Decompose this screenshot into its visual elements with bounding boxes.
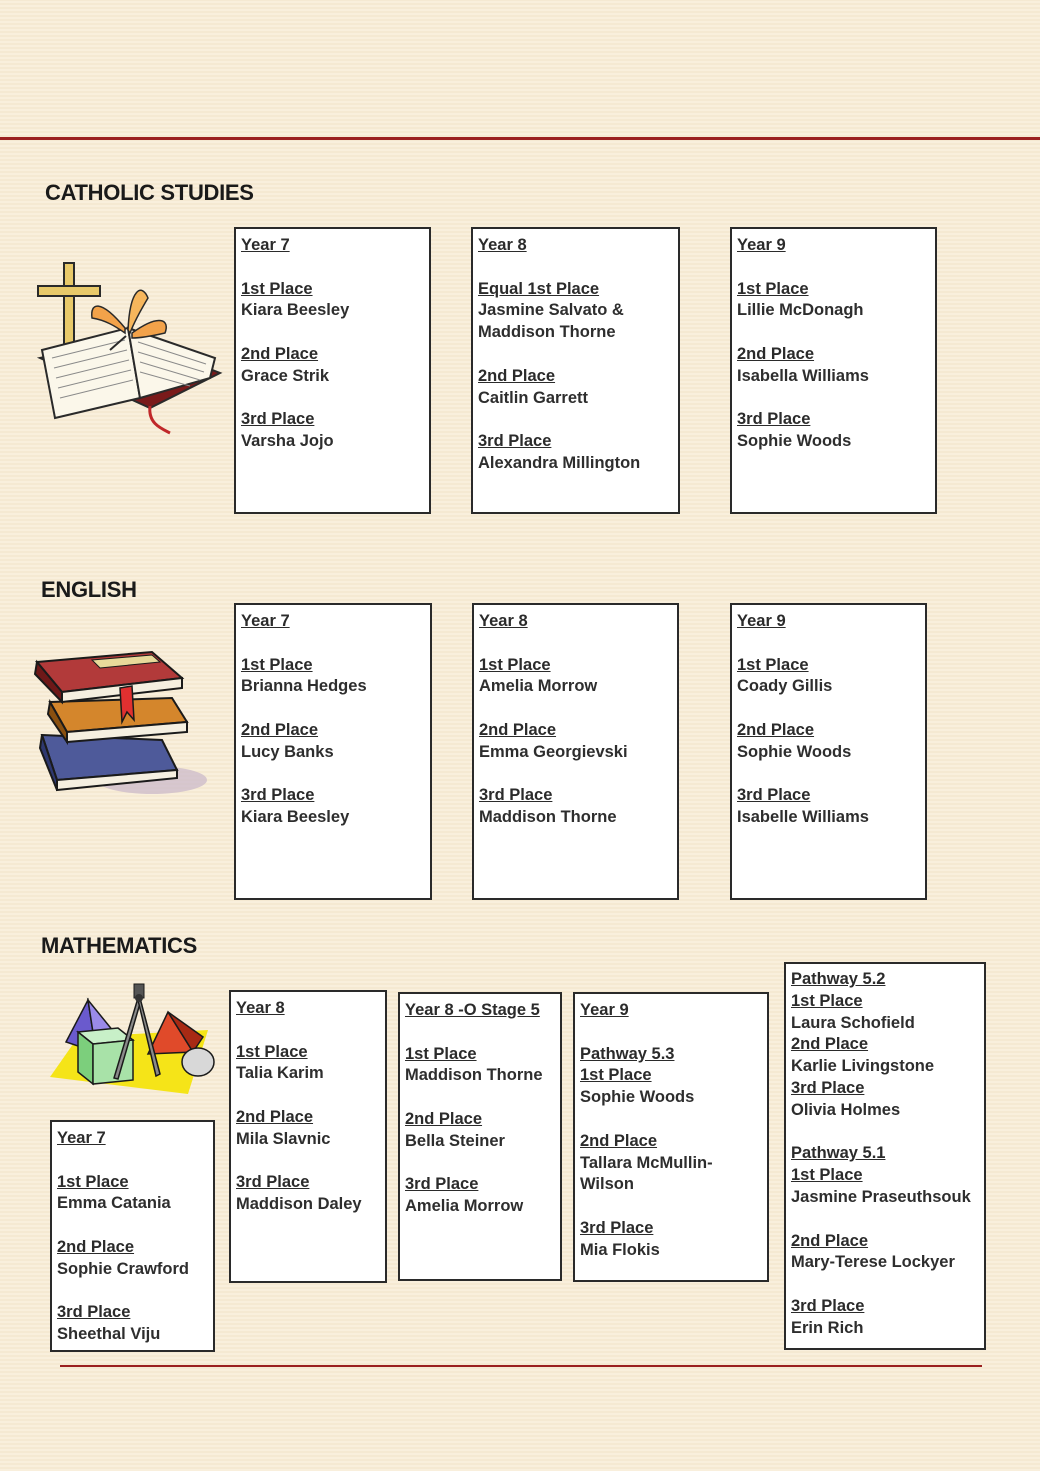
winner-name: Wilson (580, 1175, 634, 1194)
winner-name: Mila Slavnic (236, 1129, 331, 1148)
winner-name: Erin Rich (791, 1318, 864, 1337)
place-label: 3rd Place (580, 1218, 654, 1237)
place-label: 2nd Place (791, 1035, 869, 1054)
winner-name: Amelia Morrow (405, 1197, 524, 1216)
winner-name: Emma Catania (57, 1194, 171, 1213)
winner-name: Mia Flokis (580, 1240, 660, 1259)
bottom-rule (60, 1365, 982, 1367)
english-year9-box (730, 603, 927, 900)
winner-name: Brianna Hedges (241, 677, 367, 696)
bible-cross-lily-icon (30, 258, 225, 438)
place-label: 2nd Place (580, 1131, 658, 1150)
box-title: Year 9 (737, 236, 786, 254)
winner-name: Karlie Livingstone (791, 1057, 935, 1076)
place-label: 3rd Place (791, 1078, 865, 1097)
winner-name: Laura Schofield (791, 1013, 915, 1032)
place-label: 1st Place (241, 655, 313, 674)
place-label: 2nd Place (737, 344, 815, 363)
maths-year9-box (573, 992, 769, 1282)
place-label: 2nd Place (479, 720, 557, 739)
place-label: 2nd Place (241, 344, 319, 363)
winner-name: Jasmine Praseuthsouk (791, 1187, 971, 1206)
place-label: 3rd Place (479, 786, 553, 805)
box-title: Year 7 (241, 236, 290, 254)
place-label: 1st Place (737, 279, 809, 298)
winner-name: Tallara McMullin- (580, 1153, 713, 1172)
pathway-label: Pathway 5.2 (791, 970, 886, 988)
winner-name: Kiara Beesley (241, 808, 350, 827)
place-label: 2nd Place (236, 1107, 314, 1126)
place-label: 2nd Place (241, 720, 319, 739)
place-label: Equal 1st Place (478, 279, 600, 298)
box-title: Year 8 -O Stage 5 (405, 1001, 540, 1019)
winner-name: Isabella Williams (737, 366, 869, 385)
winner-name: Kiara Beesley (241, 301, 350, 320)
place-label: 2nd Place (791, 1231, 869, 1250)
winner-name: Emma Georgievski (479, 742, 628, 761)
winner-name: Bella Steiner (405, 1131, 505, 1150)
winner-name: Maddison Daley (236, 1195, 362, 1214)
winner-name: Maddison Thorne (479, 808, 617, 827)
english-year7-box (234, 603, 432, 900)
box-title: Year 8 (479, 612, 528, 630)
place-label: 1st Place (479, 655, 551, 674)
winner-name: Talia Karim (236, 1064, 324, 1083)
maths-pathways-box (784, 962, 986, 1350)
place-label: 1st Place (737, 655, 809, 674)
winner-name: Sophie Woods (737, 432, 852, 451)
place-label: 1st Place (241, 279, 313, 298)
place-label: 3rd Place (57, 1303, 131, 1322)
place-label: 1st Place (236, 1042, 308, 1061)
geometry-shapes-compass-icon (48, 982, 218, 1100)
winner-name: Mary-Terese Lockyer (791, 1253, 955, 1272)
catholic-year8-box (471, 227, 680, 514)
catholic-year9-box (730, 227, 937, 514)
winner-name: Amelia Morrow (479, 677, 598, 696)
place-label: 2nd Place (405, 1109, 483, 1128)
box-title: Year 8 (478, 236, 527, 254)
place-label: 1st Place (580, 1066, 652, 1085)
section-heading-catholic-studies: CATHOLIC STUDIES (45, 180, 254, 205)
winner-name: Sophie Crawford (57, 1259, 190, 1278)
section-heading-mathematics: MATHEMATICS (41, 933, 197, 958)
winner-name: Isabelle Williams (737, 808, 869, 827)
place-label: 3rd Place (737, 786, 811, 805)
place-label: 3rd Place (478, 432, 552, 451)
place-label: 1st Place (57, 1172, 129, 1191)
maths-year8-box (229, 990, 387, 1283)
maths-year8-o-stage5-box (398, 992, 562, 1281)
maths-year7-box (50, 1120, 215, 1352)
pathway-label: Pathway 5.1 (791, 1144, 886, 1163)
top-rule (0, 137, 1040, 140)
place-label: 2nd Place (737, 720, 815, 739)
winner-name: Lillie McDonagh (737, 301, 864, 320)
section-heading-english: ENGLISH (41, 577, 137, 602)
winner-name: Olivia Holmes (791, 1100, 901, 1119)
english-year8-box (472, 603, 679, 900)
place-label: 1st Place (791, 991, 863, 1010)
winner-name: Alexandra Millington (478, 453, 641, 472)
winner-name: Sophie Woods (580, 1088, 695, 1107)
place-label: 3rd Place (241, 786, 315, 805)
box-title: Year 7 (57, 1129, 106, 1147)
winner-name: Maddison Thorne (478, 323, 616, 342)
box-title: Year 9 (580, 1001, 629, 1019)
winner-name: Varsha Jojo (241, 432, 334, 451)
place-label: 3rd Place (737, 410, 811, 429)
box-title: Year 8 (236, 999, 285, 1017)
place-label: 3rd Place (236, 1173, 310, 1192)
stacked-books-icon (32, 640, 207, 810)
place-label: 1st Place (791, 1166, 863, 1185)
place-label: 2nd Place (57, 1237, 135, 1256)
catholic-year7-box (234, 227, 431, 514)
winner-name: Caitlin Garrett (478, 388, 589, 407)
winner-name: Grace Strik (241, 366, 330, 385)
place-label: 3rd Place (405, 1175, 479, 1194)
box-title: Year 9 (737, 612, 786, 630)
winner-name: Sheethal Viju (57, 1325, 161, 1344)
place-label: 3rd Place (241, 410, 315, 429)
place-label: 3rd Place (791, 1296, 865, 1315)
winner-name: Maddison Thorne (405, 1066, 543, 1085)
box-title: Year 7 (241, 612, 290, 630)
winner-name: Sophie Woods (737, 742, 852, 761)
pathway-label: Pathway 5.3 (580, 1044, 675, 1063)
place-label: 2nd Place (478, 366, 556, 385)
place-label: 1st Place (405, 1044, 477, 1063)
winner-name: Lucy Banks (241, 742, 334, 761)
winner-name: Coady Gillis (737, 677, 833, 696)
winner-name: Jasmine Salvato & (478, 301, 624, 320)
